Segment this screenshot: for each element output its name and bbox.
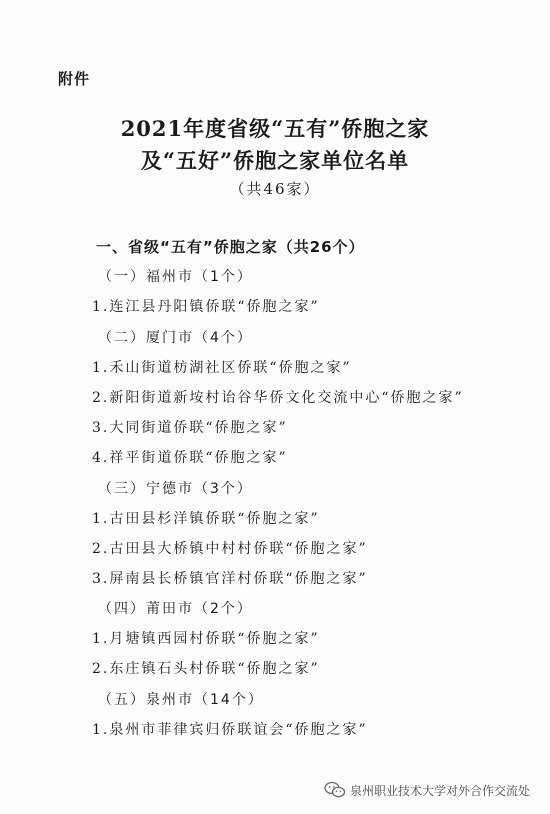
section-heading: 一、省级“五有”侨胞之家（共26个） (96, 238, 365, 256)
list-item: 1.禾山街道枋湖社区侨联“侨胞之家” (92, 360, 352, 376)
city-heading-putian: （四）莆田市（2个） (98, 601, 253, 617)
city-heading-ningde: （三）宁德市（3个） (98, 481, 253, 497)
subtitle-count: （共46家） (229, 180, 321, 198)
watermark-footer (324, 781, 530, 799)
city-heading-xiamen: （二）厦门市（4个） (98, 330, 253, 346)
title-line-2: 及“五好”侨胞之家单位名单 (140, 148, 410, 173)
list-item: 2.古田县大桥镇中村村侨联“侨胞之家” (92, 541, 368, 557)
watermark-text: 泉州职业技术大学对外合作交流处 (349, 783, 530, 798)
city-heading-fuzhou: （一）福州市（1个） (98, 269, 253, 285)
list-item: 4.祥平街道侨联“侨胞之家” (92, 450, 288, 466)
list-item: 1.古田县杉洋镇侨联“侨胞之家” (92, 511, 320, 527)
list-item: 2.东庄镇石头村侨联“侨胞之家” (92, 661, 320, 677)
list-item: 3.大同街道侨联“侨胞之家” (92, 420, 288, 436)
wechat-icon (324, 781, 346, 799)
list-item: 3.屏南县长桥镇官洋村侨联“侨胞之家” (92, 571, 368, 587)
list-item: 2.新阳街道新垵村诒谷华侨文化交流中心“侨胞之家” (92, 390, 464, 406)
list-item: 1.连江县丹阳镇侨联“侨胞之家” (92, 299, 320, 315)
list-item: 1.月塘镇西园村侨联“侨胞之家” (92, 631, 320, 647)
city-heading-quanzhou: （五）泉州市（14个） (98, 692, 264, 708)
attachment-label: 附件 (58, 70, 91, 88)
list-item: 1.泉州市菲律宾归侨联谊会“侨胞之家” (92, 722, 368, 738)
title-line-1: 2021年度省级“五有”侨胞之家 (120, 116, 430, 141)
